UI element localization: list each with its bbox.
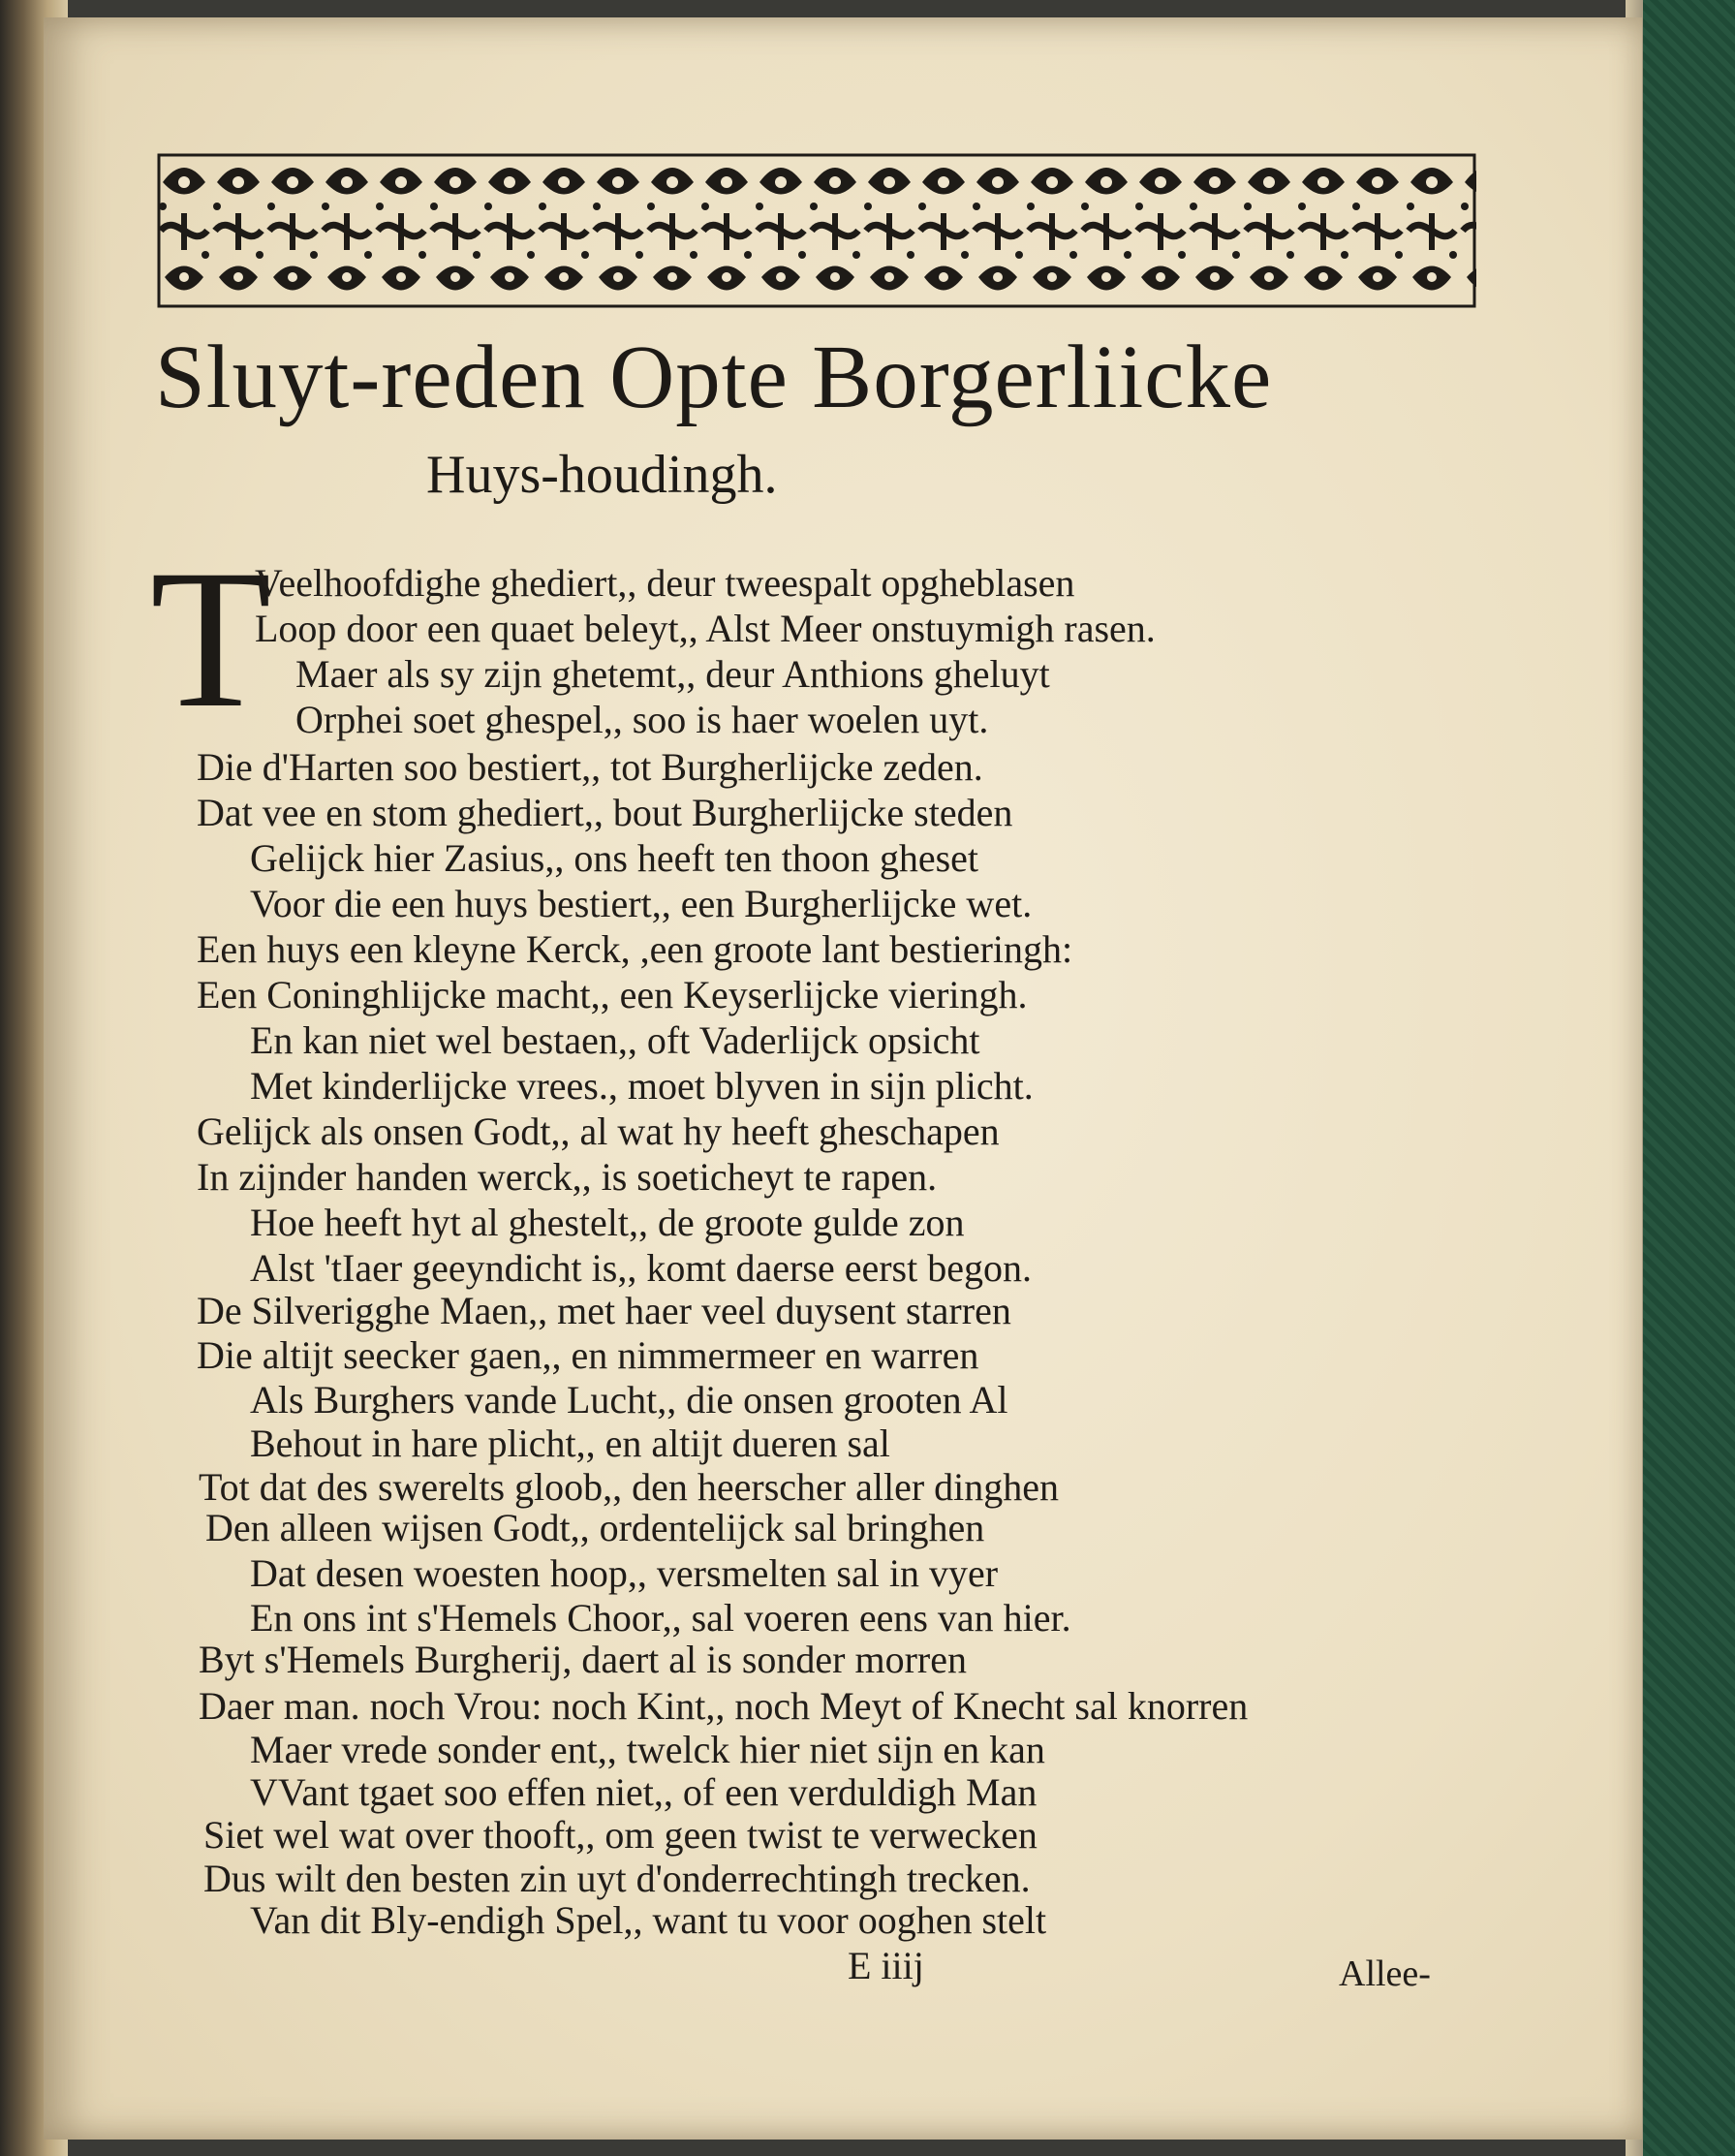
verse-line: En ons int s'Hemels Choor,, sal voeren eens van hier.	[250, 1596, 1071, 1640]
verse-line: In zijnder handen werck,, is soeticheyt te rapen.	[197, 1155, 938, 1199]
verse-line: Als Burghers vande Lucht,, die onsen grooten Al	[250, 1378, 1008, 1422]
verse-line: Daer man. noch Vrou: noch Kint,, noch Meyt of Knecht sal knorren	[199, 1684, 1249, 1728]
verse-line: Dat vee en stom ghediert,, bout Burgherlijcke steden	[197, 791, 1013, 834]
verse-line: Byt s'Hemels Burgherij, daert al is sonder morren	[199, 1638, 967, 1681]
verse-line: Een huys een kleyne Kerck, ,een groote lant bestieringh:	[197, 927, 1073, 971]
verse-line: Die altijt seecker gaen,, en nimmermeer en warren	[197, 1333, 979, 1377]
verse-line: Alst 'tIaer geeyndicht is,, komt daerse eerst begon.	[250, 1246, 1032, 1290]
headpiece-ornament	[157, 153, 1476, 308]
verse-line: Hoe heeft hyt al ghestelt,, de groote gulde zon	[250, 1201, 965, 1244]
verse-line: Maer vrede sonder ent,, twelck hier niet sijn en kan	[250, 1728, 1045, 1771]
verse-line: Orphei soet ghespel,, soo is haer woelen uyt.	[295, 698, 989, 741]
verse-line: Van dit Bly-endigh Spel,, want tu voor ooghen stelt	[250, 1898, 1047, 1942]
verse-line: En kan niet wel bestaen,, oft Vaderlijck opsicht	[250, 1018, 980, 1062]
verse-line: Veelhoofdighe ghediert,, deur tweespalt opgheblasen	[255, 561, 1075, 605]
verse-line: Voor die een huys bestiert,, een Burgherlijcke wet.	[250, 882, 1033, 925]
verse-line: Met kinderlijcke vrees., moet blyven in sijn plicht.	[250, 1064, 1034, 1108]
verse-line: Gelijck hier Zasius,, ons heeft ten thoon gheset	[250, 836, 979, 880]
catchword: Allee-	[1339, 1953, 1431, 1994]
verse-line: Dat desen woesten hoop,, versmelten sal in vyer	[250, 1551, 999, 1595]
page-title: Sluyt-reden Opte Borgerliicke	[155, 328, 1273, 427]
verse-line: Den alleen wijsen Godt,, ordentelijck sal bringhen	[205, 1506, 985, 1549]
verse-line: Behout in hare plicht,, en altijt dueren sal	[250, 1422, 890, 1465]
verse-line: Een Coninghlijcke macht,, een Keyserlijcke vieringh.	[197, 973, 1028, 1016]
verse-line: Loop door een quaet beleyt,, Alst Meer onstuymigh rasen.	[255, 607, 1156, 650]
verse-line: Tot dat des swerelts gloob,, den heerscher aller dinghen	[199, 1465, 1060, 1509]
verse-line: Siet wel wat over thooft,, om geen twist te verwecken	[203, 1813, 1038, 1857]
verse-line: Dus wilt den besten zin uyt d'onderrechtingh trecken.	[203, 1857, 1031, 1900]
page-subtitle: Huys-houdingh.	[426, 445, 778, 505]
verse-line: Die d'Harten soo bestiert,, tot Burgherlijcke zeden.	[197, 745, 983, 789]
verse-line: De Silverigghe Maen,, met haer veel duysent starren	[197, 1289, 1011, 1332]
book-cover-right	[1643, 0, 1735, 2156]
verse-line: VVant tgaet soo effen niet,, of een verduldigh Man	[250, 1770, 1038, 1814]
verse-line: Gelijck als onsen Godt,, al wat hy heeft gheschapen	[197, 1109, 1000, 1153]
verse-line: Maer als sy zijn ghetemt,, deur Anthions gheluyt	[295, 652, 1050, 696]
signature-mark: E iiij	[848, 1944, 924, 1987]
drop-cap: T	[150, 529, 272, 749]
